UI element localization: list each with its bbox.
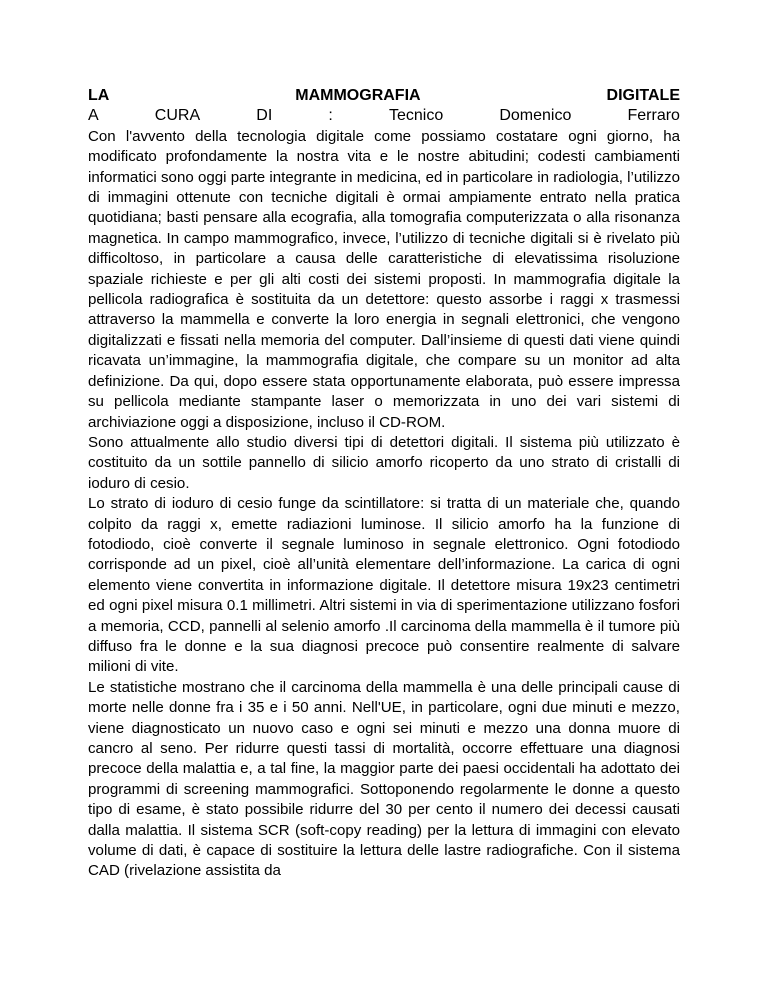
paragraph-statistics: Le statistiche mostrano che il carcinoma della mammella è una delle principali cause di morte nelle donne fra i 35 e i 50 anni. Nell'UE, in particolare, ogni due minuti e mezzo, viene diagnosticato un nuovo caso e ogni sei minuti e mezzo una donna muore di cancro al seno. Per ridurre questi tassi di mortalità, occorre effettuare una diagnosi precoce della malattia e, a tal fine, la maggior parte dei paesi occidentali ha adottato dei programmi di screening mammografici. Sottoponendo regolarmente le donne a questo tipo di esame, è stato possibile ridurre del 30 per cento il numero dei decessi causati dalla malattia. Il sistema SCR (soft-copy reading) per la lettura di immagini con elevato volume di dati, è capace di sostituire la lettura delle lastre radiografiche. Con il sistema CAD (rivelazione assistita da	[88, 678, 680, 880]
paragraph-intro: Con l'avvento della tecnologia digitale come possiamo costatare ogni giorno, ha modificato profondamente la nostra vita e le nostre abitudini; codesti cambiamenti informatici sono oggi parte integrante in medicina, ed in particolare in radiologia, l’utilizzo di immagini ottenute con tecniche digitali è ormai ampiamente entrato nella pratica quotidiana; basti pensare alla ecografia, alla tomografia computerizzata o alla risonanza magnetica. In campo mammografico, invece, l’utilizzo di tecniche digitali si è rivelato più difficoltoso, in particolare a causa delle caratteristiche di elevatissima risoluzione spaziale richieste e per gli alti costi dei sistemi proposti. In mammografia digitale la pellicola radiografica è sostituita da un detettore: questo assorbe i raggi x trasmessi attraverso la mammella e converte la loro energia in segnali elettronici, che vengono digitalizzati e fissati nella memoria del computer. Dall’insieme di questi dati viene quindi ricavata un’immagine, la mammografia digitale, che compare su un monitor ad alta definizione. Da qui, dopo essere stata opportunamente elaborata, può essere impressa su pellicola mediante stampante laser o memorizzata in uno dei vari sistemi di archiviazione oggi a disposizione, incluso il CD-ROM.	[88, 127, 680, 431]
document-page	[88, 86, 680, 882]
author-word: A	[88, 107, 99, 125]
paragraph-detectors: Sono attualmente allo studio diversi tipi di detettori digitali. Il sistema più utilizzato è costituito da un sottile pannello di silicio amorfo ricoperto da uno strato di cristalli di ioduro di cesio.	[88, 433, 680, 492]
title-word: LA	[88, 87, 110, 104]
author-word: Tecnico	[388, 107, 444, 125]
author-word: DI	[256, 107, 273, 125]
author-line	[88, 106, 680, 126]
paragraph-scintillator: Lo strato di ioduro di cesio funge da scintillatore: si tratta di un materiale che, quando colpito da raggi x, emette radiazioni luminose. Il silicio amorfo ha la funzione di fotodiodo, cioè converte il segnale luminoso in segnale elettronico. Ogni fotodiodo corrisponde ad un pixel, cioè all’unità elementare dell’informazione. La carica di ogni elemento viene convertita in informazione digitale. Il detettore misura 19x23 centimetri ed ogni pixel misura 0.1 millimetri. Altri sistemi in via di sperimentazione utilizzano fosfori a memoria, CCD, pannelli al selenio amorfo .Il carcinoma della mammella è il tumore più diffuso fra le donne e la sua diagnosi precoce può consentire realmente di salvare milioni di vite.	[88, 495, 680, 676]
title-word: DIGITALE	[606, 87, 680, 104]
title-word: MAMMOGRAFIA	[295, 87, 421, 104]
document-title	[88, 86, 680, 106]
author-word: CURA	[154, 107, 201, 125]
author-word: Domenico	[499, 107, 572, 125]
author-word: :	[328, 107, 333, 125]
author-word: Ferraro	[627, 107, 680, 125]
